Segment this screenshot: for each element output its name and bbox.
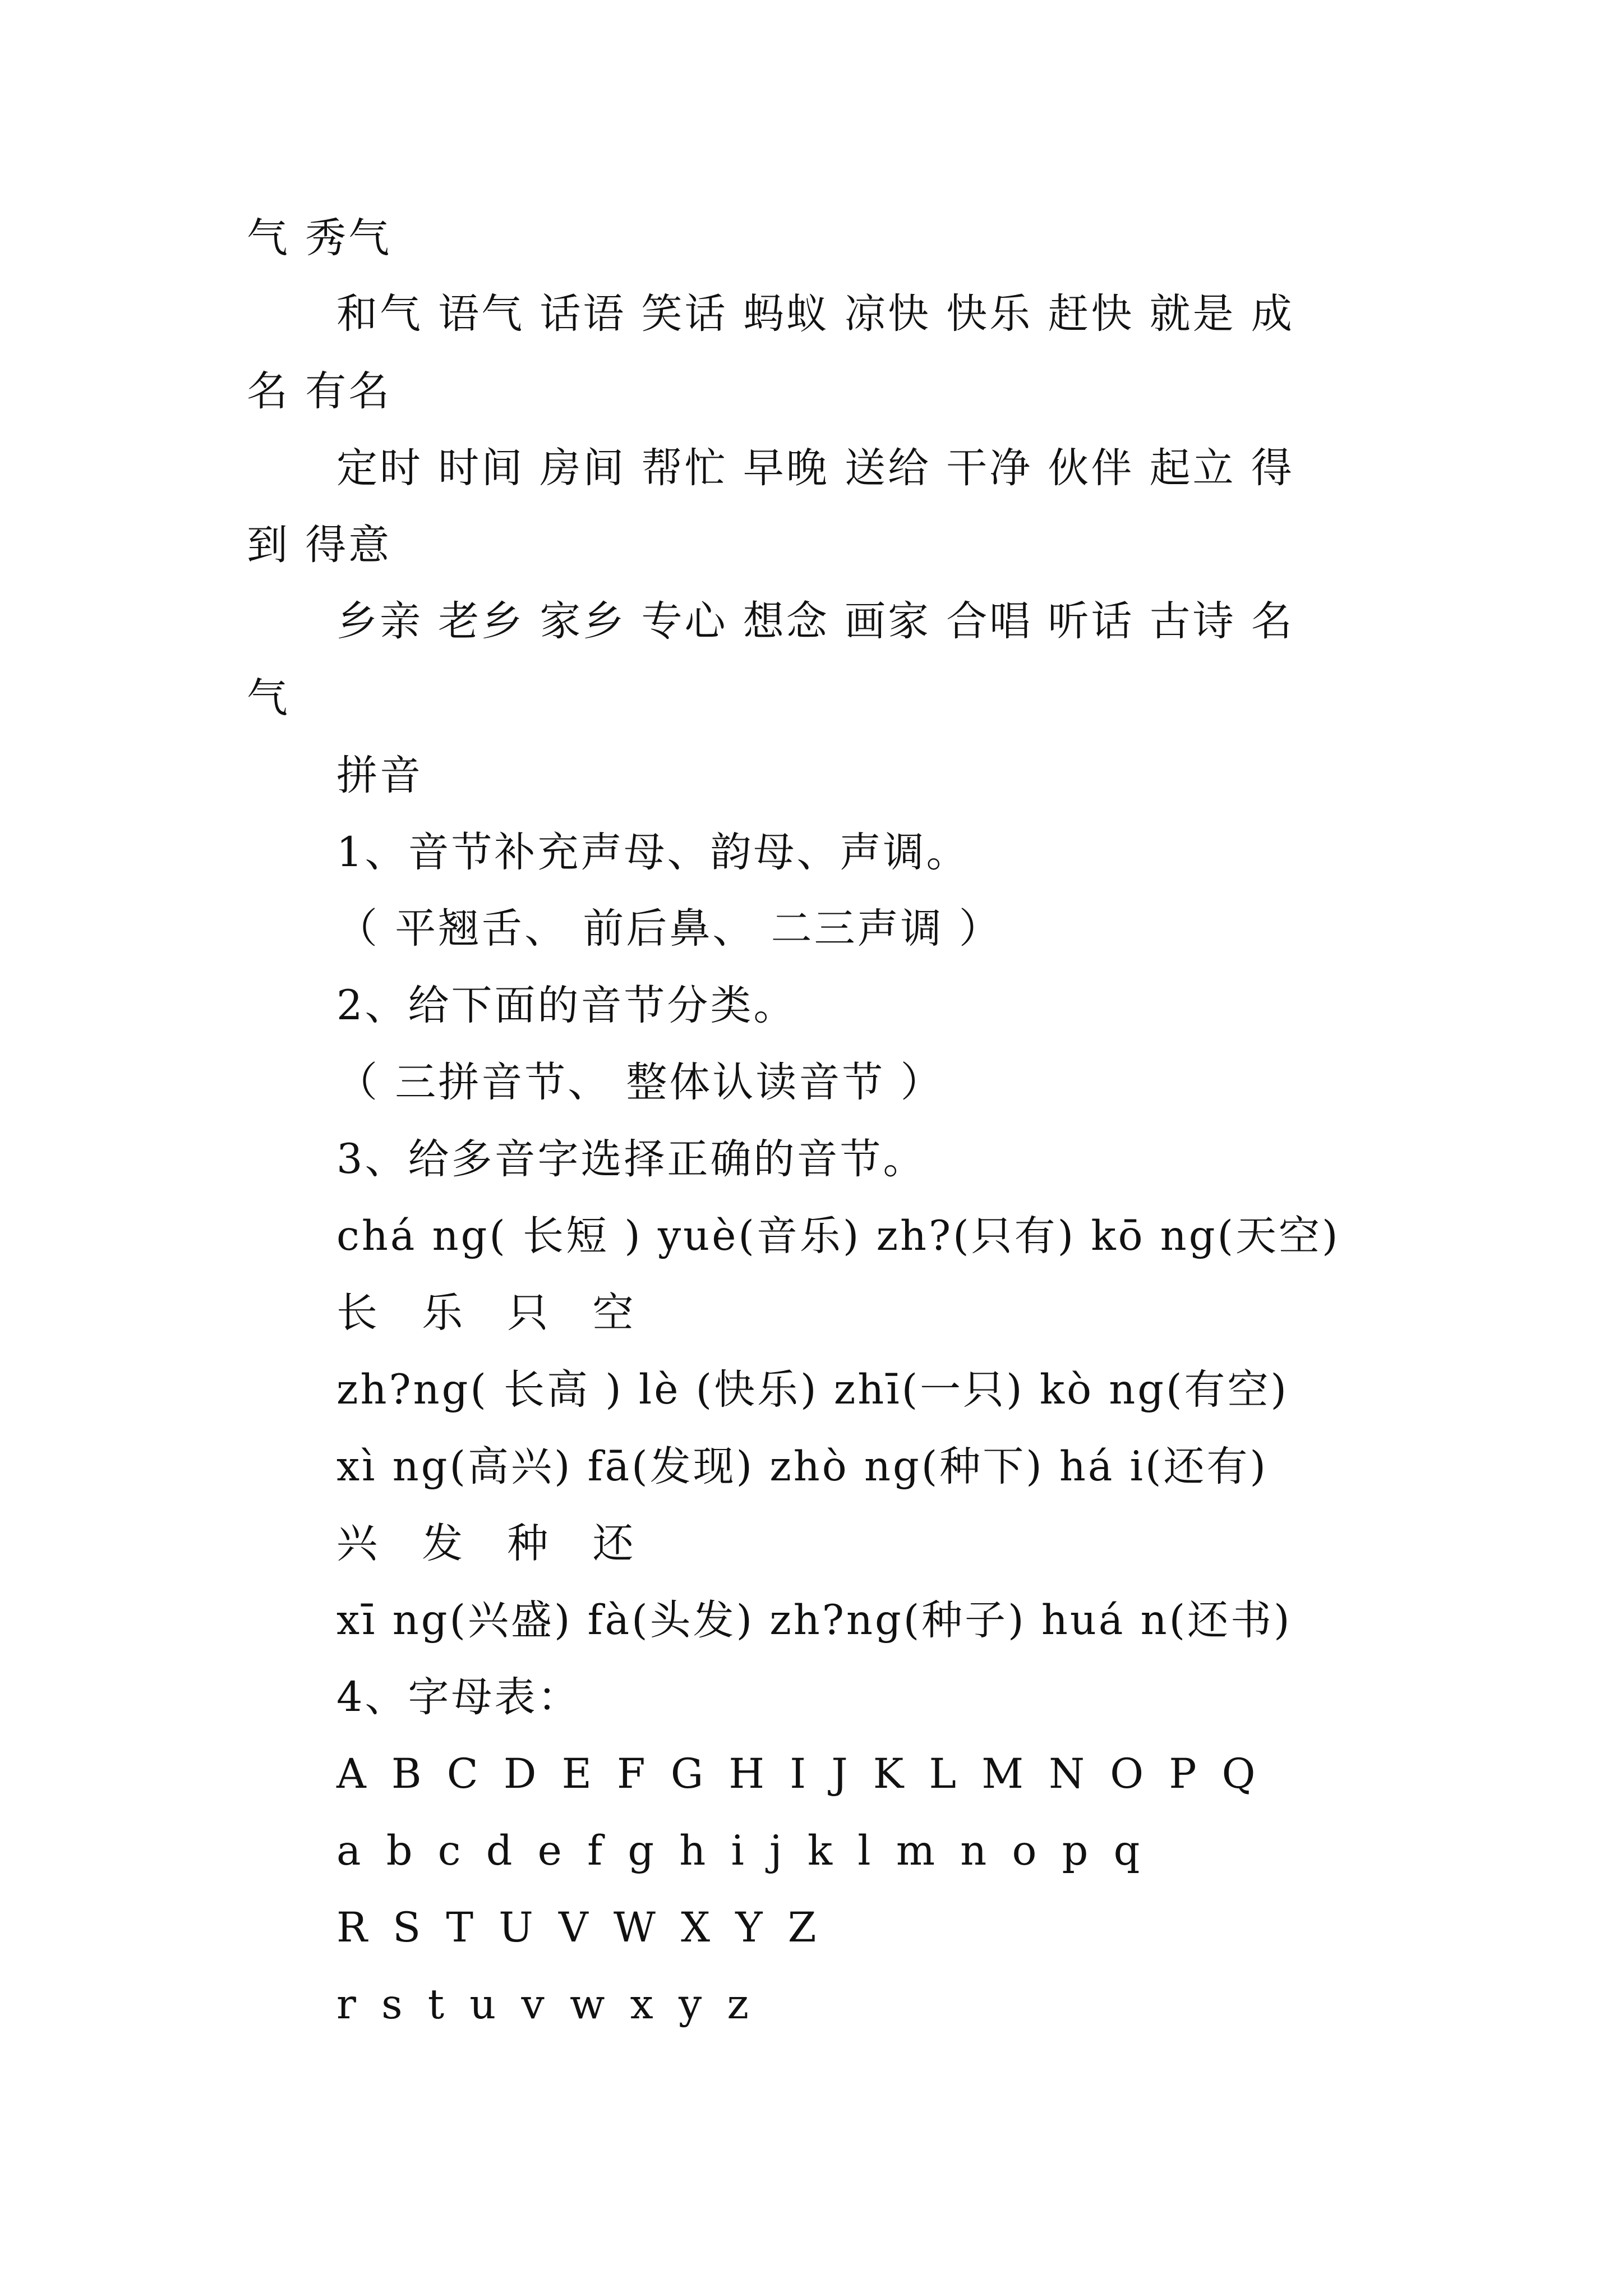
text-line-2: 和气 语气 话语 笑话 蚂蚁 凉快 快乐 赶快 就是 成 (336, 290, 1294, 338)
text-line-4: 定时 时间 房间 帮忙 早晚 送给 干净 伙伴 起立 得 (336, 444, 1294, 492)
exercise-2-note: （ 三拼音节、 整体认读音节 ） (336, 1059, 944, 1106)
alphabet-uppercase-2: R S T U V W X Y Z (336, 1904, 818, 1952)
text-line-5: 到 得意 (247, 521, 392, 569)
text-line-3: 名 有名 (247, 367, 392, 415)
exercise-1-note: （ 平翘舌、 前后鼻、 二三声调 ） (336, 905, 1002, 953)
polyphone-row-1: 长 乐 只 空 (336, 1289, 649, 1337)
pinyin-line-3: xì ng(高兴) fā(发现) zhò ng(种下) há i(还有) (336, 1443, 1268, 1490)
pinyin-line-4: xī ng(兴盛) fà(头发) zh?ng(种子) huá n(还书) (336, 1596, 1292, 1644)
exercise-2-title: 2、给下面的音节分类。 (336, 982, 797, 1029)
exercise-1-title: 1、音节补充声母、韵母、声调。 (336, 829, 970, 876)
exercise-4-title: 4、字母表： (336, 1673, 581, 1721)
alphabet-uppercase-1: A B C D E F G H I J K L M N O P Q (336, 1750, 1257, 1798)
alphabet-lowercase-2: r s t u v w x y z (336, 1981, 750, 2028)
exercise-3-title: 3、给多音字选择正确的音节。 (336, 1135, 926, 1183)
section-heading-pinyin: 拼音 (336, 752, 423, 799)
text-line-6: 乡亲 老乡 家乡 专心 想念 画家 合唱 听话 古诗 名 (336, 597, 1294, 645)
alphabet-lowercase-1: a b c d e f g h i j k l m n o p q (336, 1827, 1141, 1875)
text-line-7: 气 (247, 674, 290, 722)
pinyin-line-1: chá ng( 长短 ) yuè(音乐) zh?(只有) kō ng(天空) (336, 1212, 1340, 1260)
polyphone-row-2: 兴 发 种 还 (336, 1520, 649, 1567)
pinyin-line-2: zh?ng( 长高 ) lè (快乐) zhī(一只) kò ng(有空) (336, 1366, 1289, 1414)
text-line-1: 气 秀气 (247, 214, 392, 262)
